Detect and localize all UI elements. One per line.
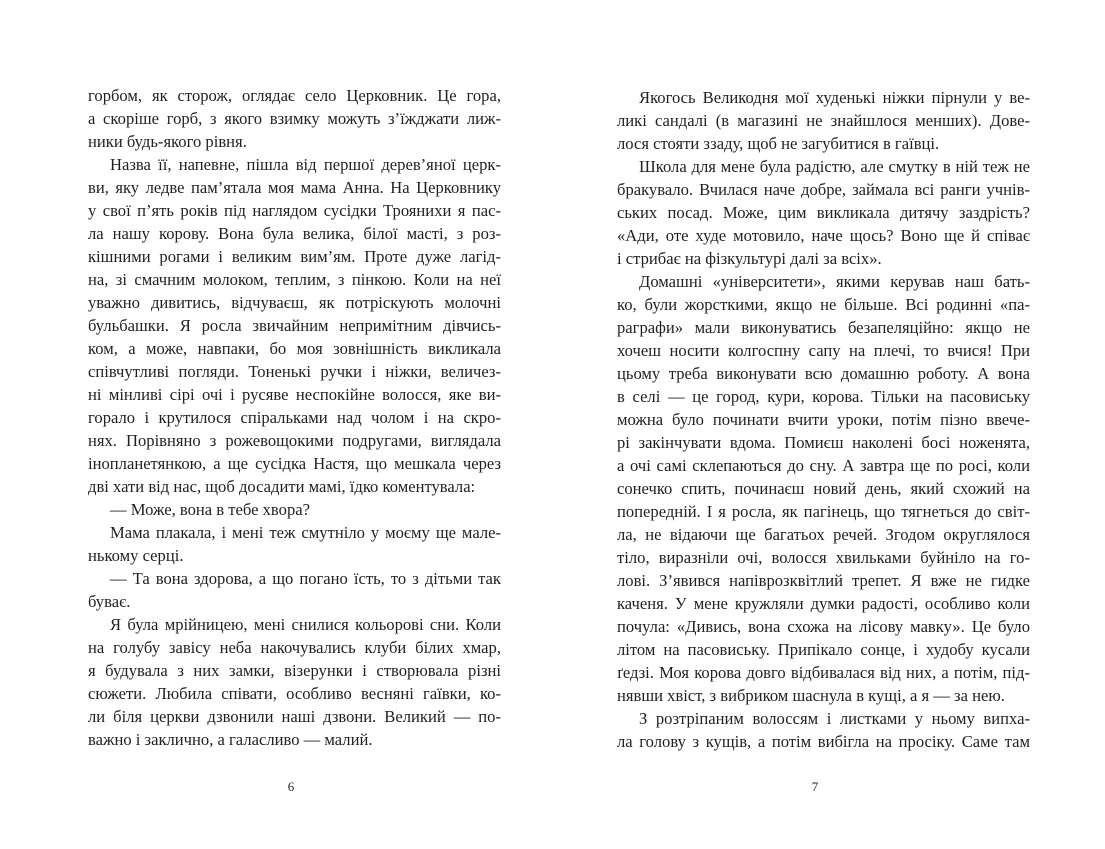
text-line: і стрибає на фізкультурі далі за всіх». (617, 249, 882, 268)
text-line: Домашні «університети», якими керував наш бать- (639, 272, 1030, 291)
text-line: інопланетянкою, а ще сусідка Настя, що мешкала через (88, 454, 501, 473)
right-page-text (617, 86, 1030, 753)
text-line: уважно дивитись, відчуваєш, як потріскують молочні (88, 293, 501, 312)
text-line: в селі — це город, кури, корова. Тільки на пасовиську (617, 387, 1030, 406)
text-line: лося стояти ззаду, щоб не загубитися в гаївці. (617, 134, 940, 153)
text-line: ла, не відаючи ще багатьох речей. Згодом округлялося (617, 525, 1030, 544)
text-line: Якогось Великодня мої худенькі ніжки пірнули у ве- (639, 88, 1030, 107)
text-line: ком, а може, навпаки, бо моя зовнішність викликала (88, 339, 501, 358)
text-line: ла голову з кущів, а потім вибігла на просіку. Саме там (617, 732, 1030, 751)
text-line: я будувала з них замки, візерунки і створювала різні (88, 661, 501, 680)
text-line: важно і заклично, а галасливо — малий. (88, 730, 373, 749)
page-number-left: 6 (287, 779, 295, 794)
text-line: «Ади, оте худе мотовило, наче щось? Воно ще й співає (617, 226, 1030, 245)
text-line: у свої п’ять років під наглядом сусідки Троянихи я пас- (88, 201, 501, 220)
text-line: Мама плакала, і мені теж смутніло у моєму ще мале- (110, 523, 501, 542)
text-line: ко, були жорсткими, якщо не більше. Всі родинні «па- (617, 295, 1030, 314)
text-line: ники будь-якого рівня. (88, 132, 247, 151)
text-line: — Може, вона в тебе хвора? (110, 500, 310, 519)
text-line: ли біля церкви дзвонили наші дзвони. Великий — по- (88, 707, 501, 726)
text-line: лові. З’явився напіврозквітлий трепет. Я вже не гидке (617, 571, 1030, 590)
text-line: попередній. І я росла, як пагінець, що тягнеться до світ- (617, 502, 1030, 521)
text-line: Я була мрійницею, мені снилися кольорові сни. Коли (110, 615, 501, 634)
text-line: ні мінливі сірі очі і русяве неспокійне волосся, яке ви- (88, 385, 501, 404)
text-line: співчутливі погляди. Тоненькі ручки і ніжки, величез- (88, 362, 501, 381)
text-line: каченя. У мене кружляли думки радості, особливо коли (617, 594, 1030, 613)
text-line: ликі сандалі (в магазині не знайшлося менших). Дове- (617, 111, 1030, 130)
text-line: горбом, як сторож, оглядає село Церковник. Це гора, (88, 86, 501, 105)
text-line: нькому серці. (88, 546, 184, 565)
text-line: дві хати від нас, щоб досадити мамі, їдко коментувала: (88, 477, 476, 496)
text-line: сюжети. Любила співати, особливо весняні гаївки, ко- (88, 684, 501, 703)
left-page-text (88, 84, 501, 751)
text-line: ла нашу корову. Вона була велика, білої масті, з роз- (88, 224, 501, 243)
text-line: на, зі смачним молоком, теплим, з пінкою. Коли на неї (88, 270, 501, 289)
text-line: цьому треба виконувати всю домашню роботу. А вона (617, 364, 1030, 383)
text-line: ських посад. Може, цим викликала дитячу заздрість? (617, 203, 1030, 222)
text-line: нявши хвіст, з вибриком шаснула в кущі, а я — за нею. (617, 686, 1005, 705)
text-line: З розтріпаним волоссям і листками у ньому випха- (639, 709, 1030, 728)
text-line: а очі самі склепаються до сну. А завтра ще по росі, коли (617, 456, 1030, 475)
text-line: Назва її, напевне, пішла від першої дерев’яної церк- (110, 155, 501, 174)
text-line: на голубу завісу неба накочувались клуби білих хмар, (88, 638, 501, 657)
text-line: можна було починати вчити уроки, потім пізно ввече- (617, 410, 1030, 429)
text-line: бракувало. Вчилася наче добре, займала всі ранги учнів- (617, 180, 1030, 199)
text-line: горало і крутилося спіральками над чолом і на скро- (88, 408, 501, 427)
text-line: нях. Порівняно з рожевощокими подругами, виглядала (88, 431, 501, 450)
text-line: тіло, виразніли очі, волосся хвильками буйніло на го- (617, 548, 1030, 567)
text-line: ґедзі. Моя корова довго відбивалася від них, а потім, під- (617, 663, 1030, 682)
text-line: кішними рогами і великим вим’ям. Проте дуже лагід- (88, 247, 501, 266)
text-line: а скоріше горб, з якого взимку можуть з’їжджати лиж- (88, 109, 501, 128)
text-line: хочеш носити колгоспну сапу на плечі, то вчися! При (617, 341, 1030, 360)
text-line: рі закінчувати вдома. Помиєш наколені босі ноженята, (617, 433, 1030, 452)
text-line: буває. (88, 592, 131, 611)
text-line: почула: «Дивись, вона схожа на лісову мавку». Це було (617, 617, 1030, 636)
text-line: — Та вона здорова, а що погано їсть, то з дітьми так (110, 569, 501, 588)
text-line: ви, яку ледве пам’ятала моя мама Анна. На Церковнику (88, 178, 501, 197)
text-line: сонечко спить, починаєш новий день, який схожий на (617, 479, 1030, 498)
text-line: Школа для мене була радістю, але смутку в ній теж не (639, 157, 1030, 176)
text-line: літом на пасовиську. Припікало сонце, і худобу кусали (617, 640, 1030, 659)
text-line: бульбашки. Я росла звичайним непримітним дівчись- (88, 316, 501, 335)
text-line: раграфи» мали виконуватись безапеляційно: якщо не (617, 318, 1030, 337)
page-number-right: 7 (811, 779, 819, 794)
